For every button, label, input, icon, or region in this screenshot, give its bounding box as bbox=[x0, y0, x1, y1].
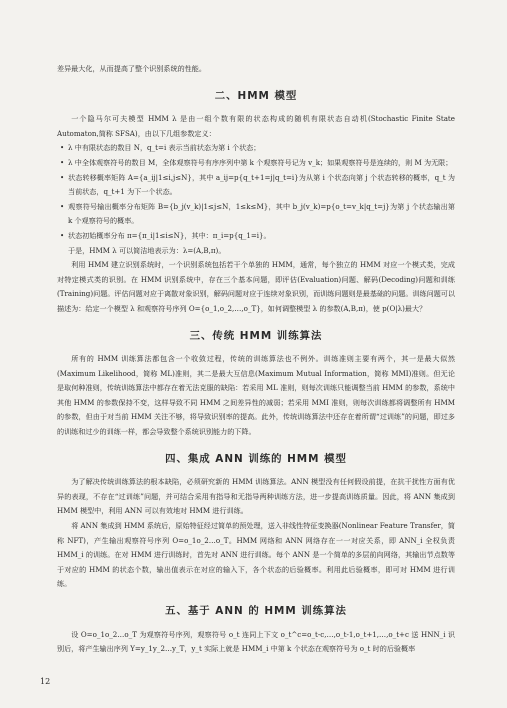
paragraph: 为了解决传统训练算法的根本缺陷，必须研究新的 HMM 训练算法。ANN 模型没有任何假设前提，在抗干扰性方面有优异的表现，不存在“过训练”问题，并可结合采用有指导和无指导两种训练方法，进一步提高训练质量。因此，将 ANN 集成到 HMM 模型中，利用 ANN 可以有效地对 HMM 进行训练。 bbox=[57, 477, 455, 516]
list-item bbox=[57, 156, 455, 171]
bullet-icon: • bbox=[60, 172, 65, 182]
list-item bbox=[57, 200, 455, 229]
bullet-icon: • bbox=[60, 230, 65, 240]
paragraph: 将 ANN 集成到 HMM 系统后，原始特征经过简单的预处理，送入非线性特征变换器(Nonlinear Feature Transfer，简称 NFT)，产生输出观察符号序列 O=o_1o_2…o_T。HMM 网络和 ANN 网络存在一一对应关系，即 ANN_i 全权负责 HMM_i 的训练。在对 HMM 进行训练时，首先对 ANN 进行训练。每个 ANN 是一个简单的多层前向网络，其输出节点数等于对应的 HMM 的状态个数，输出值表示在对应的输入下，各个状态的后验概率。利用此后验概率，即可对 HMM 进行训练。 bbox=[57, 521, 455, 589]
list-item bbox=[57, 229, 455, 244]
list-item-text: 观察符号输出概率分布矩阵 B={b_j(v_k)|1≤j≤N，1≤k≤M}，其中 b_j(v_k)=p{o_t=v_k|q_t=j}为第 j 个状态输出第 k 个观察符号的概率。 bbox=[68, 201, 455, 226]
paragraph: 一个隐马尔可夫模型 HMM λ 是由一组个数有限的状态构成的随机有限状态自动机(Stochastic Finite State Automaton,简称 SFSA)，由以下几组参数定义： bbox=[57, 114, 455, 138]
paragraph: 利用 HMM 建立识别系统时，一个识别系统包括若干个单独的 HMM，通常，每个独立的 HMM 对应一个模式类，完成对特定模式类的识别。在 HMM 识别系统中，存在三个基本问题，即评估(Evaluation)问题、解码(Decoding)问题和训练(Training)问题。评估问题对应于离散对象识别，解码问题对应于连续对象识别，而训练问题则是最基础的问题。训练问题可以描述为：给定一个模型 λ 和观察符号序列 O={o_1,o_2,…,o_T}，如何调整模型 λ 的参数(A,B,π)，使 p(O|λ)最大？ bbox=[57, 260, 455, 313]
list-item bbox=[57, 141, 455, 156]
list-item-text: λ 中有限状态的数目 N，q_t=i 表示当前状态为第 i 个状态； bbox=[68, 143, 261, 153]
section-heading-ann-based-training: 五、基于 ANN 的 HMM 训练算法 bbox=[165, 605, 347, 617]
section-heading-traditional-training: 三、传统 HMM 训练算法 bbox=[189, 329, 323, 342]
section-heading-hmm-model: 二、HMM 模型 bbox=[214, 89, 298, 102]
list-item-text: 状态初始概率分布 π={π_i|1≤i≤N}，其中：π_i=p{q_1=i}。 bbox=[68, 230, 271, 240]
list-item bbox=[57, 171, 455, 200]
bullet-icon: • bbox=[60, 157, 65, 167]
bullet-icon: • bbox=[60, 143, 65, 153]
intro-line: 差异最大化，从而提高了整个识别系统的性能。 bbox=[57, 64, 206, 73]
paragraph: 所有的 HMM 训练算法都包含一个收敛过程，传统的训练算法也不例外。训练准则主要有两个，其一是最大似然(Maximum Likelihood，简称 ML)准则，其二是最大互信息(Maximum Mutual Information，简称 MMI)准则。但无论是取何种准则，传统训练算法中都存在着无法克服的缺陷：若采用 ML 准则，则每次训练只能调整当前 HMM 的参数，系统中其他 HMM 的参数保持不变，这样导致不同 HMM 之间差异性的减弱；若采用 MMI 准则，则每次训练都将调整所有 HMM 的参数，但由于对当前 HMM 关注不够，将导致识别率的提高。此外，传统训练算法中还存在着所谓“过训练”的问题，即过多的训练和过少的训练一样，都会导致整个系统识别能力的下降。 bbox=[57, 354, 456, 437]
bullet-icon: • bbox=[60, 201, 65, 211]
paragraph: 设 O=o_1o_2…o_T 为观察符号序列，观察符号 o_t 连同上下文 o_t^c=o_t-c,…,o_t-1,o_t+1,…,o_t+c 送 HNN_i 识别后，将产生输出序列 Y=y_1y_2…y_T，y_t 实际上就是 HMM_i 中第 k 个状态在观察符号为 o_t 时的后验概率 bbox=[57, 629, 455, 654]
section-heading-ann-integrated-model: 四、集成 ANN 训练的 HMM 模型 bbox=[165, 452, 347, 465]
paragraph: 于是，HMM λ 可以简洁地表示为：λ=(A,B,π)。 bbox=[68, 245, 226, 255]
page-number: 12 bbox=[40, 677, 51, 686]
list-item-text: 状态转移概率矩阵 A={a_ij|1≤i,j≤N}，其中 a_ij=p{q_t+1=j|q_t=i}为从第 i 个状态向第 j 个状态转移的概率，q_t 为当前状态，q_t+1 为下一个状态。 bbox=[68, 172, 455, 197]
list-item-text: λ 中全体观察符号的数目 M，全体观察符号有序序列中第 k 个观察符号记为 v_k；如果观察符号是连续的，则 M 为无限； bbox=[68, 157, 453, 167]
